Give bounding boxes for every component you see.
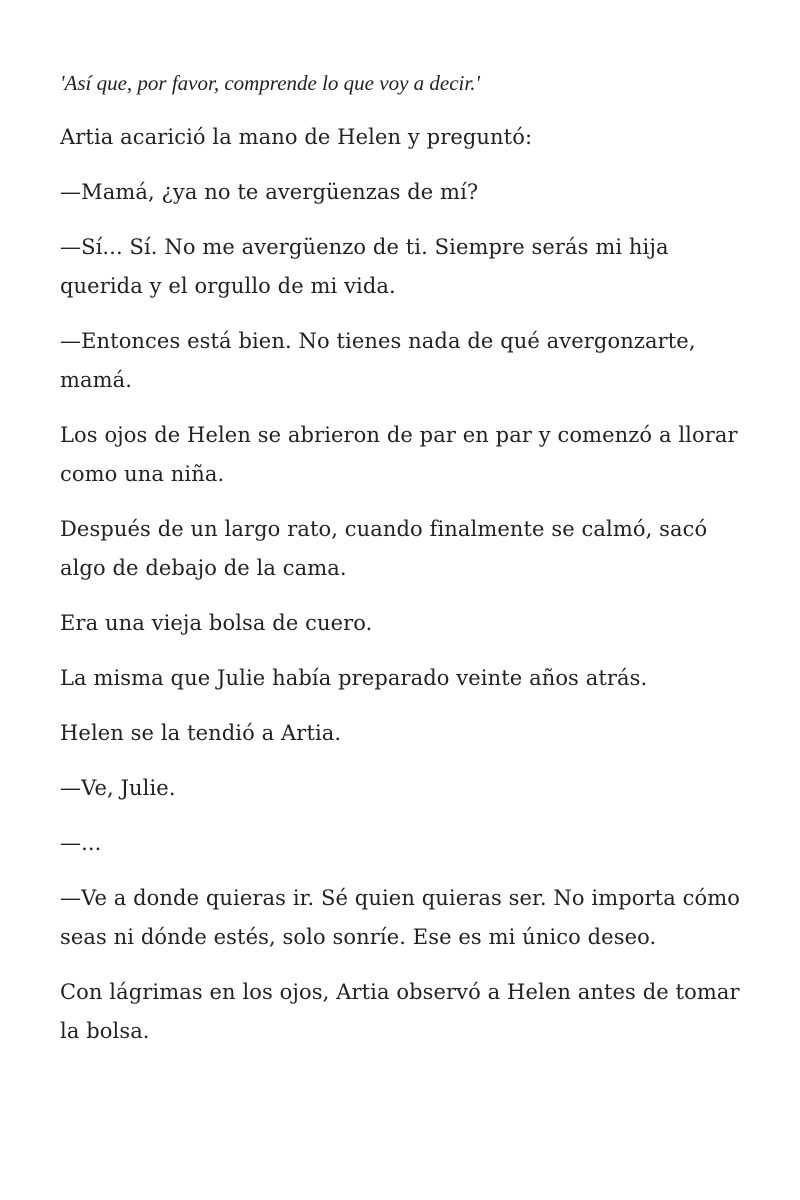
paragraph: Era una vieja bolsa de cuero. bbox=[60, 611, 373, 635]
paragraph: —Entonces está bien. No tienes nada de qué avergonzarte, mamá. bbox=[60, 329, 696, 392]
paragraph: La misma que Julie había preparado veinte años atrás. bbox=[60, 666, 648, 690]
paragraph: —Ve a donde quieras ir. Sé quien quieras ser. No importa cómo seas ni dónde estés, solo sonríe. Ese es mi único deseo. bbox=[60, 886, 740, 949]
paragraph: —... bbox=[60, 831, 102, 855]
paragraph: Los ojos de Helen se abrieron de par en par y comenzó a llorar como una niña. bbox=[60, 423, 738, 486]
paragraph: Artia acarició la mano de Helen y preguntó: bbox=[60, 125, 533, 149]
paragraph: Helen se la tendió a Artia. bbox=[60, 721, 342, 745]
italic-quote: 'Así que, por favor, comprende lo que voy a decir.' bbox=[60, 71, 480, 95]
paragraph: Después de un largo rato, cuando finalmente se calmó, sacó algo de debajo de la cama. bbox=[60, 517, 708, 580]
paragraph: —Mamá, ¿ya no te avergüenzas de mí? bbox=[60, 180, 479, 204]
reader-page bbox=[60, 68, 740, 1067]
paragraph: Con lágrimas en los ojos, Artia observó a Helen antes de tomar la bolsa. bbox=[60, 980, 740, 1043]
paragraph: —Sí... Sí. No me avergüenzo de ti. Siempre serás mi hija querida y el orgullo de mi vida. bbox=[60, 235, 669, 298]
paragraph: —Ve, Julie. bbox=[60, 776, 176, 800]
